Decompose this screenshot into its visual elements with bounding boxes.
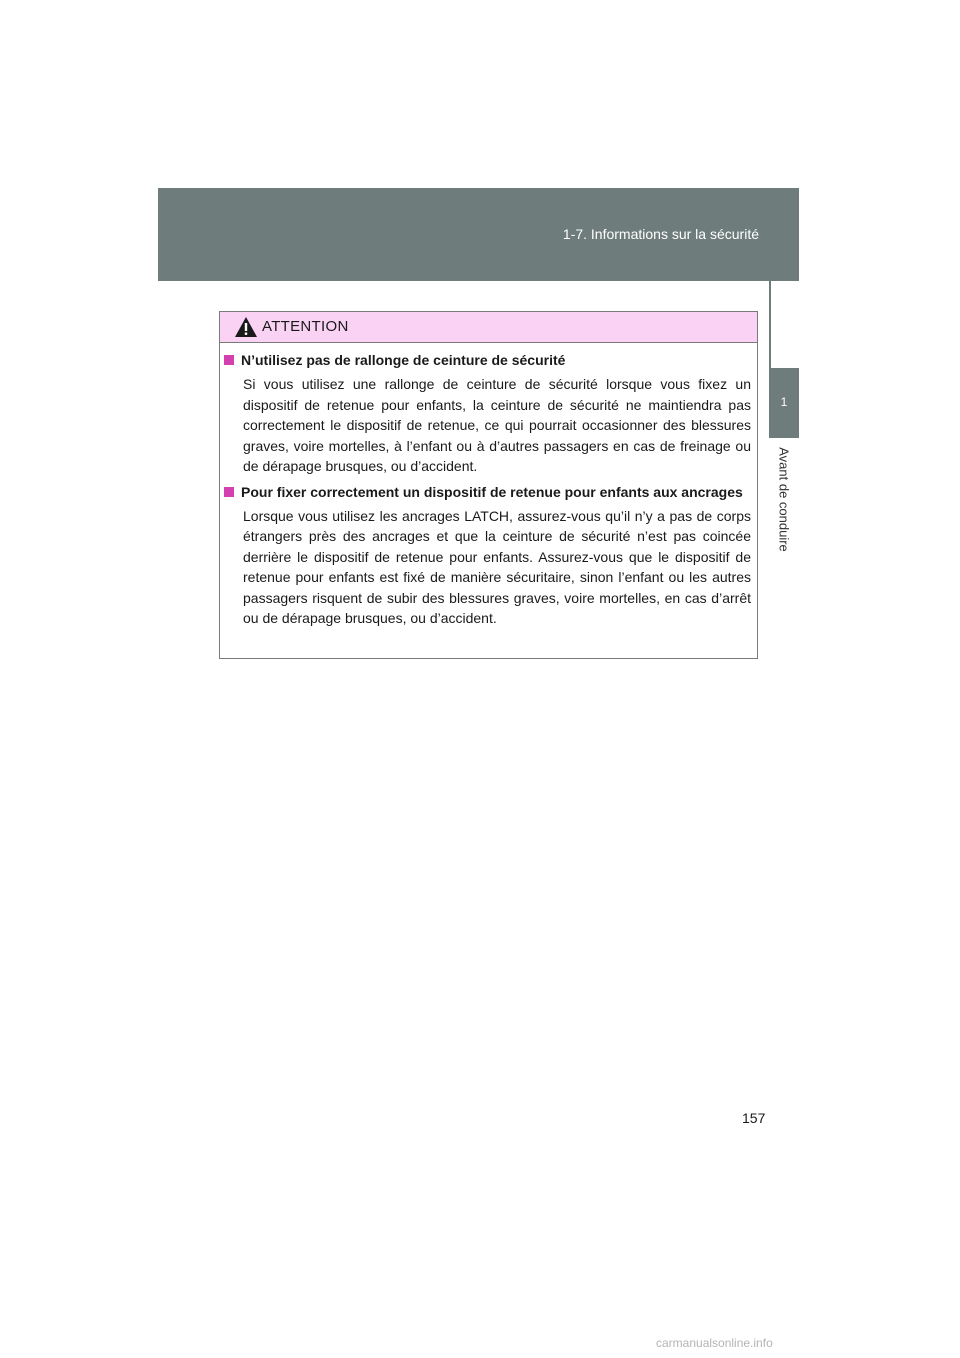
section-title: 1-7. Informations sur la sécurité xyxy=(562,226,759,242)
caution-item-heading-row xyxy=(224,483,751,502)
caution-item-heading: Pour fixer correctement un dispositif de retenue pour enfants aux ancrages xyxy=(241,483,743,500)
watermark: carmanualsonline.info xyxy=(656,1336,773,1350)
caution-item xyxy=(224,351,751,477)
caution-item-text: Si vous utilisez une rallonge de ceinture de sécurité lorsque vous fixez un dispositif de retenue pour enfants, la ceinture de sécurité ne maintiendra pas correctement le dispositif de retenue, ce qui pourrait occasionner des blessures graves, voire mortelles, à l’enfant ou à d’autres passagers en cas de freinage ou de dérapage brusques, ou d’accident. xyxy=(243,376,751,474)
caution-box xyxy=(219,311,758,659)
warning-triangle-icon xyxy=(234,316,258,338)
chapter-number: 1 xyxy=(780,395,788,409)
caution-item-heading-row xyxy=(224,351,751,370)
caution-title: ATTENTION xyxy=(262,318,349,335)
square-bullet-icon xyxy=(224,487,234,497)
square-bullet-icon xyxy=(224,355,234,365)
page-number: 157 xyxy=(742,1110,766,1126)
caution-item-heading: N’utilisez pas de rallonge de ceinture de sécurité xyxy=(241,352,566,368)
side-strip xyxy=(769,281,771,368)
caution-body xyxy=(220,343,757,629)
section-header-band xyxy=(158,188,799,281)
chapter-tab xyxy=(769,368,799,438)
caution-header xyxy=(220,312,757,343)
caution-item-text: Lorsque vous utilisez les ancrages LATCH, assurez-vous qu’il n’y a pas de corps étrangers près des ancrages et que la ceinture de sécurité n’est pas coincée derrière le dispositif de retenue pour enfants. Assurez-vous que le dispositif de retenue pour enfants est fixé de manière sécuritaire, sinon l’enfant ou les autres passagers risquent de subir des blessures graves, voire mortelles, en cas d’arrêt ou de dérapage brusques, ou d’accident. xyxy=(243,507,751,626)
chapter-label: Avant de conduire xyxy=(776,447,792,552)
caution-item xyxy=(224,483,751,629)
